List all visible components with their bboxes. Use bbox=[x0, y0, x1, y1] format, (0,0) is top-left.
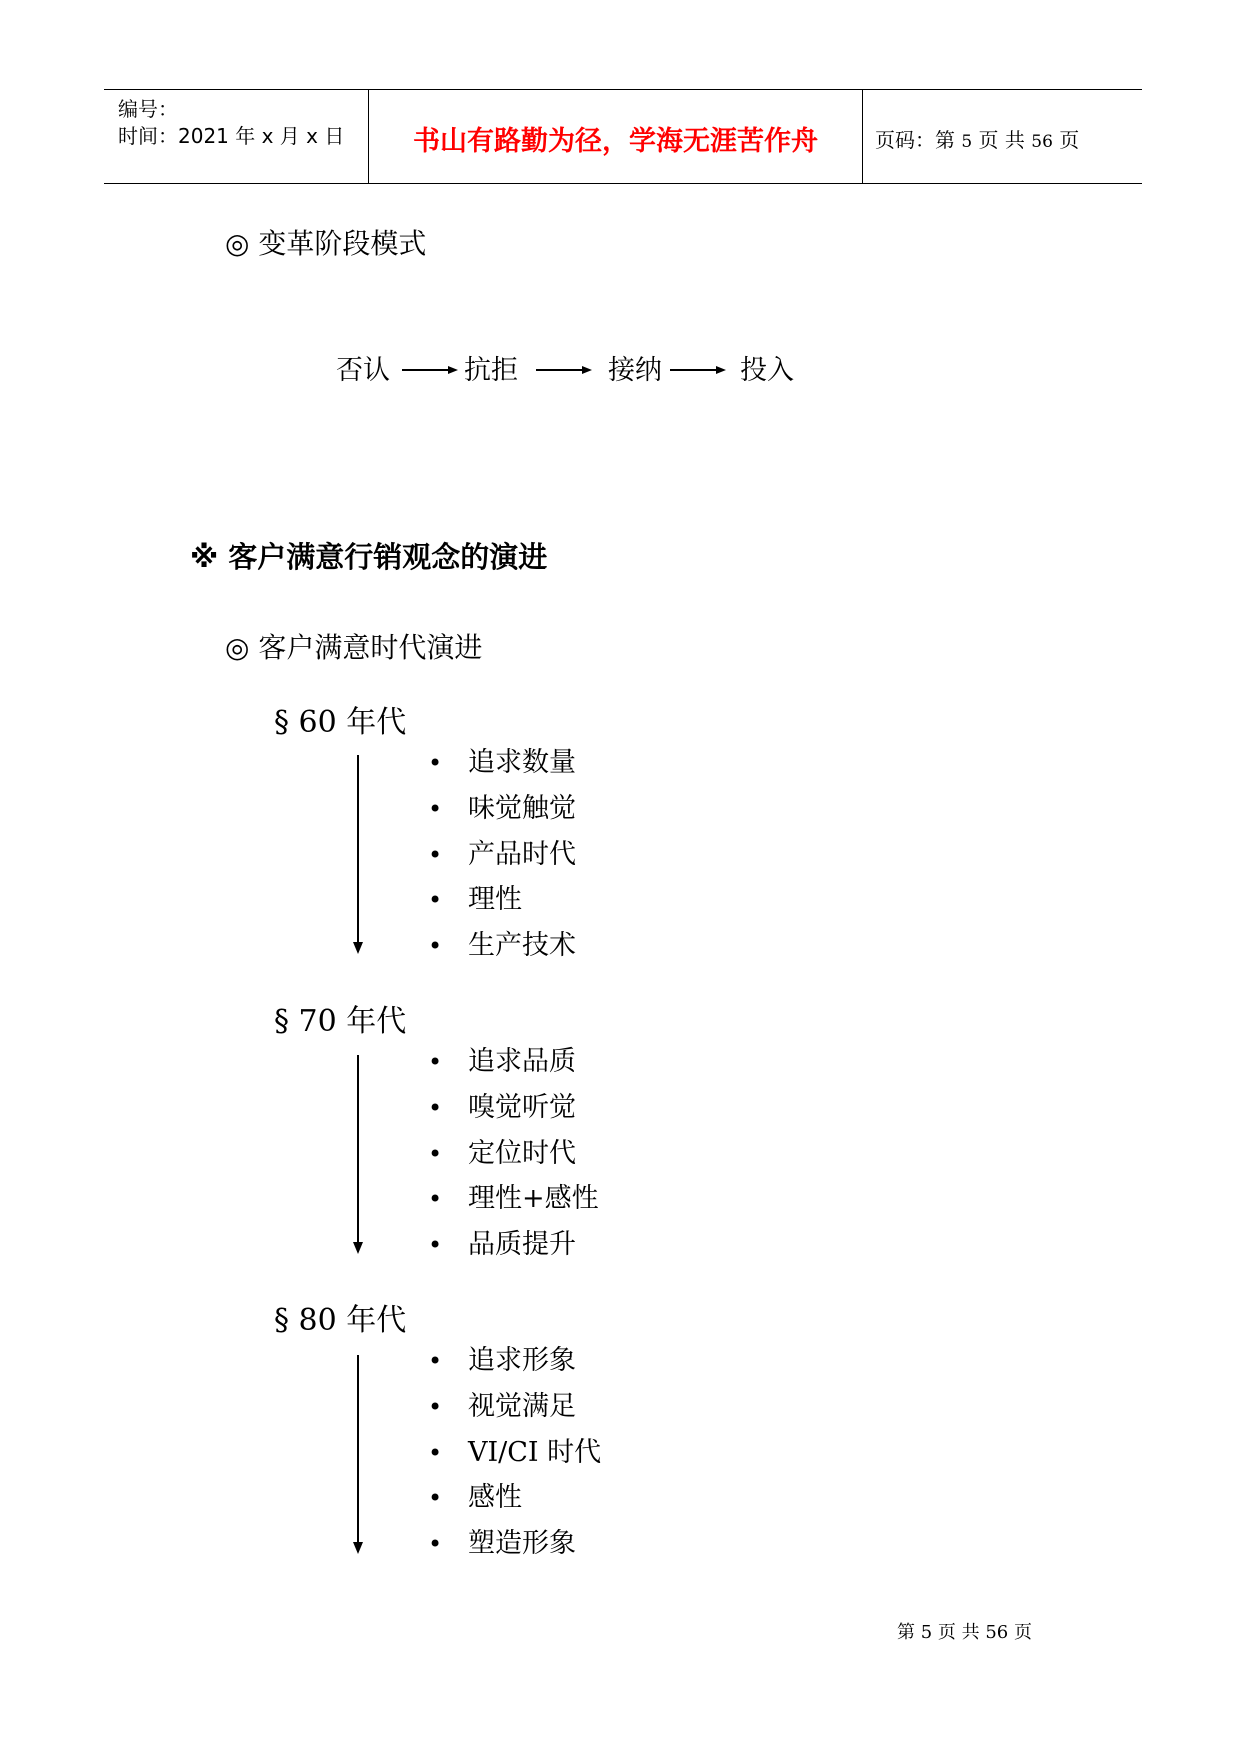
list-item: • 品质提升 bbox=[428, 1230, 599, 1276]
stage-commitment: 投入 bbox=[740, 355, 794, 386]
list-item: • 追求形象 bbox=[428, 1346, 601, 1392]
era-evolution-title: ◎ 客户满意时代演进 bbox=[225, 631, 483, 664]
list-item: • 追求品质 bbox=[428, 1047, 599, 1093]
era-label: § 60 年代 bbox=[274, 705, 407, 740]
timeline-arrow-icon bbox=[351, 755, 365, 955]
timeline-arrow-icon bbox=[351, 1055, 365, 1255]
list-item: • 味觉触觉 bbox=[428, 794, 576, 840]
time-label: 时间：2021 年 x 月 x 日 bbox=[118, 124, 345, 148]
header-info-cell bbox=[104, 90, 369, 183]
list-item: • 嗅觉听觉 bbox=[428, 1093, 599, 1139]
page-code bbox=[875, 124, 1079, 153]
flow-arrow-icon bbox=[670, 365, 726, 375]
era-label: § 80 年代 bbox=[274, 1303, 407, 1338]
era-item-list bbox=[428, 748, 576, 977]
number-label: 编号： bbox=[118, 97, 178, 121]
page-code-total: 56 bbox=[1031, 132, 1053, 152]
era-label: § 70 年代 bbox=[274, 1004, 407, 1039]
list-item: • 生产技术 bbox=[428, 931, 576, 977]
section-title: ※ 客户满意行销观念的演进 bbox=[190, 540, 548, 574]
timeline-arrow-icon bbox=[351, 1355, 365, 1555]
stage-resistance: 抗拒 bbox=[464, 355, 518, 386]
list-item: • 感性 bbox=[428, 1483, 601, 1529]
flow-arrow-icon bbox=[536, 365, 592, 375]
motto: 书山有路勤为径，学海无涯苦作舟 bbox=[413, 126, 818, 157]
page-footer: 第 5 页 共 56 页 bbox=[897, 1622, 1032, 1643]
page-header bbox=[104, 89, 1142, 184]
list-item: • 视觉满足 bbox=[428, 1392, 601, 1438]
era-item-list bbox=[428, 1346, 601, 1575]
header-page-cell bbox=[863, 90, 1142, 183]
page-code-current: 5 bbox=[961, 132, 973, 152]
flow-arrow-icon bbox=[402, 365, 458, 375]
stage-acceptance: 接纳 bbox=[608, 355, 662, 386]
stage-denial: 否认 bbox=[336, 355, 390, 386]
page-code-suffix: 页 bbox=[1059, 128, 1080, 152]
list-item: • VI/CI 时代 bbox=[428, 1438, 601, 1484]
era-item-list bbox=[428, 1047, 599, 1276]
list-item: • 追求数量 bbox=[428, 748, 576, 794]
list-item: • 塑造形象 bbox=[428, 1529, 601, 1575]
list-item: • 产品时代 bbox=[428, 840, 576, 886]
page-code-middle: 页 共 bbox=[978, 128, 1025, 152]
change-model-title: ◎ 变革阶段模式 bbox=[225, 227, 427, 260]
list-item: • 定位时代 bbox=[428, 1139, 599, 1185]
page-code-prefix: 页码：第 bbox=[875, 128, 955, 152]
list-item: • 理性+感性 bbox=[428, 1184, 599, 1230]
list-item: • 理性 bbox=[428, 885, 576, 931]
header-motto-cell bbox=[369, 90, 863, 183]
